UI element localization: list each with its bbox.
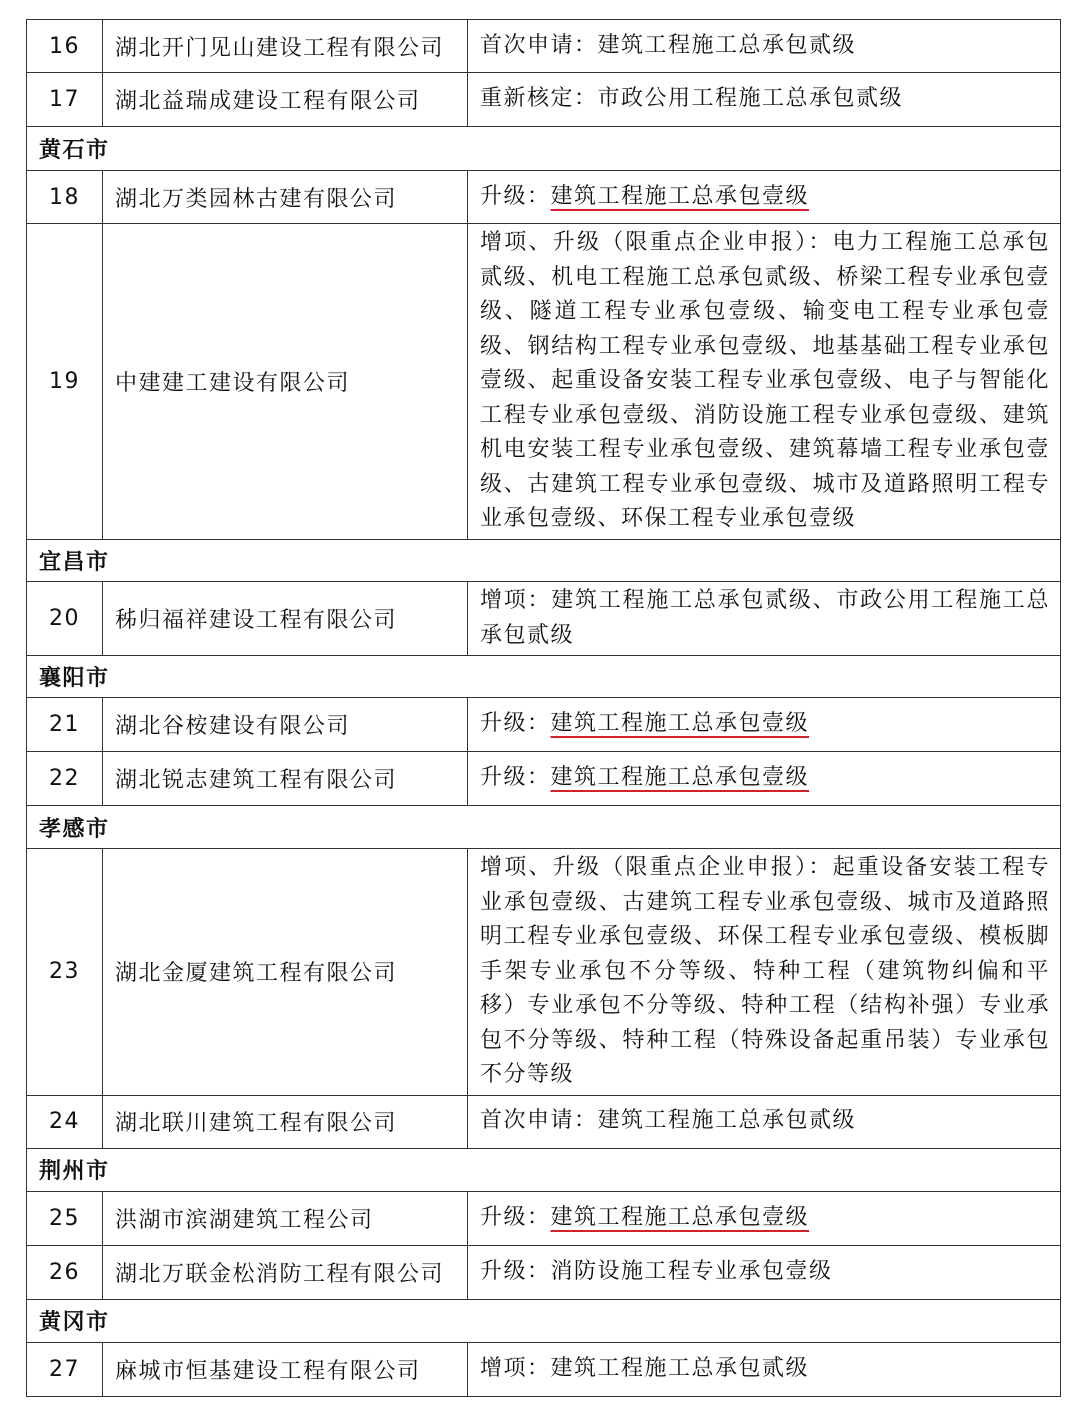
company-name: 湖北金厦建筑工程有限公司 <box>103 849 468 1096</box>
item-detail: 电力工程施工总承包贰级、机电工程施工总承包贰级、桥梁工程专业承包壹级、隧道工程专业承包壹级、输变电工程专业承包壹级、钢结构工程专业承包壹级、地基基础工程专业承包壹级、起重设备安装工程专业承包壹级、电子与智能化工程专业承包壹级、消防设施工程专业承包壹级、建筑机电安装工程专业承包壹级、建筑幕墙工程专业承包壹级、古建筑工程专业承包壹级、城市及道路照明工程专业承包壹级、环保工程专业承包壹级 <box>480 230 1050 532</box>
qualification-item <box>468 20 1061 73</box>
item-prefix: 增项： <box>480 1355 551 1381</box>
company-name: 湖北益瑞成建设工程有限公司 <box>103 73 468 127</box>
company-name: 湖北锐志建筑工程有限公司 <box>103 752 468 806</box>
table-row <box>27 752 1061 806</box>
city-name: 荆州市 <box>27 1148 1061 1191</box>
qualification-item <box>468 582 1061 656</box>
company-name: 湖北万类园林古建有限公司 <box>103 171 468 224</box>
item-detail: 建筑工程施工总承包壹级 <box>550 765 810 791</box>
company-name: 湖北万联金松消防工程有限公司 <box>103 1245 468 1299</box>
table-row <box>27 1095 1061 1148</box>
qualification-item <box>468 171 1061 224</box>
row-number: 19 <box>27 224 103 540</box>
table-row <box>27 1245 1061 1299</box>
item-prefix: 重新核定： <box>480 86 598 112</box>
qualification-item <box>468 849 1061 1096</box>
table-row <box>27 582 1061 656</box>
qualification-item <box>468 752 1061 806</box>
city-header-row <box>27 540 1061 582</box>
table-row <box>27 698 1061 752</box>
row-number: 22 <box>27 752 103 806</box>
table-row <box>27 1191 1061 1245</box>
qualification-item <box>468 698 1061 752</box>
row-number: 17 <box>27 73 103 127</box>
item-prefix: 增项、升级（限重点企业申报）： <box>480 855 833 880</box>
table-row <box>27 849 1061 1096</box>
item-prefix: 升级： <box>480 765 551 791</box>
row-number: 25 <box>27 1191 103 1245</box>
table-row <box>27 1342 1061 1396</box>
city-name: 黄石市 <box>27 127 1061 171</box>
company-name: 湖北开门见山建设工程有限公司 <box>103 20 468 73</box>
row-number: 20 <box>27 582 103 656</box>
table-row <box>27 171 1061 224</box>
qualification-item <box>468 1245 1061 1299</box>
item-prefix: 升级： <box>480 711 551 737</box>
item-prefix: 升级： <box>480 1204 551 1230</box>
city-header-row <box>27 656 1061 698</box>
table-row <box>27 20 1061 73</box>
item-detail: 建筑工程施工总承包贰级、市政公用工程施工总承包贰级 <box>480 588 1050 648</box>
company-name: 秭归福祥建设工程有限公司 <box>103 582 468 656</box>
row-number: 24 <box>27 1095 103 1148</box>
city-header-row <box>27 127 1061 171</box>
item-prefix: 增项： <box>480 588 552 613</box>
company-name: 洪湖市滨湖建筑工程公司 <box>103 1191 468 1245</box>
item-prefix: 首次申请： <box>480 32 598 58</box>
qualification-item <box>468 1342 1061 1396</box>
qualification-item <box>468 1095 1061 1148</box>
item-detail: 建筑工程施工总承包贰级 <box>597 1108 857 1134</box>
item-prefix: 增项、升级（限重点企业申报）： <box>480 230 833 256</box>
row-number: 23 <box>27 849 103 1096</box>
qualification-item <box>468 73 1061 127</box>
item-detail: 建筑工程施工总承包壹级 <box>550 183 810 209</box>
item-detail: 起重设备安装工程专业承包壹级、古建筑工程专业承包壹级、城市及道路照明工程专业承包壹级、环保工程专业承包壹级、模板脚手架专业承包不分等级、特种工程（建筑物纠偏和平移）专业承包不分等级、特种工程（结构补强）专业承包不分等级、特种工程（特殊设备起重吊装）专业承包不分等级 <box>480 855 1050 1087</box>
city-name: 黄冈市 <box>27 1299 1061 1342</box>
row-number: 21 <box>27 698 103 752</box>
item-prefix: 首次申请： <box>480 1108 598 1134</box>
city-header-row <box>27 1299 1061 1342</box>
city-name: 襄阳市 <box>27 656 1061 698</box>
item-detail: 市政公用工程施工总承包贰级 <box>597 86 904 112</box>
table-row <box>27 224 1061 540</box>
item-detail: 建筑工程施工总承包壹级 <box>550 711 810 737</box>
city-name: 孝感市 <box>27 806 1061 849</box>
row-number: 18 <box>27 171 103 224</box>
city-header-row <box>27 806 1061 849</box>
qualification-item <box>468 1191 1061 1245</box>
company-name: 湖北联川建筑工程有限公司 <box>103 1095 468 1148</box>
company-name: 中建建工建设有限公司 <box>103 224 468 540</box>
item-prefix: 升级： <box>480 1258 551 1284</box>
row-number: 27 <box>27 1342 103 1396</box>
city-header-row <box>27 1148 1061 1191</box>
item-detail: 建筑工程施工总承包贰级 <box>597 32 857 58</box>
item-detail: 消防设施工程专业承包壹级 <box>550 1258 833 1284</box>
qualification-table <box>26 19 1061 1397</box>
company-name: 湖北谷桉建设有限公司 <box>103 698 468 752</box>
item-detail: 建筑工程施工总承包壹级 <box>550 1204 810 1230</box>
company-name: 麻城市恒基建设工程有限公司 <box>103 1342 468 1396</box>
qualification-item <box>468 224 1061 540</box>
city-name: 宜昌市 <box>27 540 1061 582</box>
item-prefix: 升级： <box>480 183 551 209</box>
item-detail: 建筑工程施工总承包贰级 <box>550 1355 810 1381</box>
table-row <box>27 73 1061 127</box>
row-number: 26 <box>27 1245 103 1299</box>
row-number: 16 <box>27 20 103 73</box>
